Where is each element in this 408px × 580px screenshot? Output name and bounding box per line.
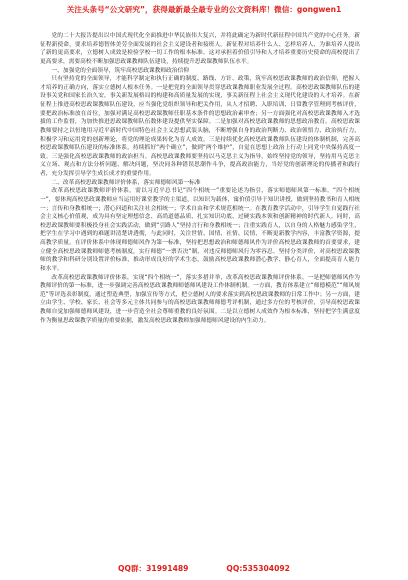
paragraph: 改革高校思政课教师评价体系，实现“四个相统一”，落实多措并举，改革高校思政课教师评价体系。一是把师德师风作为教师评价的第一标准，进一步强调完善高校思政课教师师德师风建设工作体制机制。一方面，教育体系建立“师德模范”“师风规范”等评选表彰制度，通过塑造典型，加强宣传等方式，把立德树人的要求落实到高校思政课教师的日常工作中；另一方面，建立由学生、学校、家长、社会等多元主体共同参与的高校思政课教师师德考评机制，通过多方位的考核评价，引导高校思政课教师自觉加强师德师风建设，进一步营造全社会尊师重教的良好氛围。二是以立德树人成效作为根本标准，坚持把学生满意度作为衡量思政课教学质量的重要依据，激发高校思政课教师加强师德师风建设的内生动力。 [40,274,360,324]
section-heading: 二、改革高校思政课教师评价体系，落实师德师风第一标准 [51,179,201,186]
paragraph: 只有坚持党的全面领导，才能科学制定和执行正确的制度、路线、方针、政策，筑牢高校思政课教师的政治信仰，把握人才培养的正确方向，落实立德树人根本任务。一是把党的全面领导贯穿思政课教师职业发展全过程。高校思政课教师队伍的建设事关党和国家长治久安，事关新发展格局的构建和高质量发展的实现，事关新征程上社会主义现代化建设的人才培养。在新征程上推进高校思政课教师队伍建设，应当强化党组织领导和把关作用，从人才招聘、入职培训、日常教学管理到考核评价，要把政治标准放在首位，加强对满足高校思政课教师任职基本条件的思想政治素审查；另一方面强化对高校思政课教师入才选拔的工作监督，为加快推进思政课教师队伍数体建设提供坚实保障。二是加强对高校思政课教师的思想政治教育。高校思政课教师要持之以恒地用习近平新时代中国特色社会主义思想武装头脑，不断增强自身的政治判断力、政治领悟力、政治执行力，积极学习和运用党的创新理论，将党的理论成果转化为育人成效。三是持续优化高校思政课教师队伍建设的体制机制，完善高校思政课教师队伍建设的标准体系，持续抓好“两个确立”，做到“两个维护”，自觉在思想上政治上行动上同党中央保持高度一致。三是强化高校思政课教师的政治担当。高校思政课教师要坚持以马克思主义为指导，始终坚持党的领导，坚持用马克思主义立场、观点和方法分析问题、解决问题，坚决同各种错误思潮作斗争，提高政治能力，当好党的创新理论的传播者和践行者，充分发挥引导学生成长成才的重要作用。 [40,76,360,177]
paragraph: 改革高校思政课教师评价体系，需以习近平总书记“四个相统一”重要论述为指引，落实师德师风第一标准。“四个相统一”，要体现高校思政课教师应当运用好课堂教学的主渠道，以知识为载体，寓价值引导于知识讲授，做到坚持教书和育人相统一；言传和身教相统一；潜心问道和关注社会相统一；学术自由和学术规范相统一。在教育教学活动中，引导学生自觉践行社会主义核心价值观，成为具有坚定理想信念、高尚道德品质、扎实知识功底、过硬实践本领和创新精神的时代新人。同时，高校思政课教师要积极投身社会实践活动，做到“引路人”坚持言行和身教相统一；注重实践育人，以自身的人格魅力感染学生，把学生在学习中遇到的难题讲清楚讲透彻，与此同时，关注世情、国情、社情、民情，不断更新教学内容，丰富教学资源，提高教学质量。在评价体系中体现师德师风作为第一标准，坚持把思想政治和师德师风作为评价高校思政课教师的首要要求，建立健全高校思政课教师师德考核制度，实行师德“一票否决”制，对违反师德师风行为零容忍。坚持分类评价，对高校思政课教师的教学和科研分别设置评价标准，推动形成良好的学术生态，鼓励高校思政课教师潜心教学、静心育人，全面提高育人能力和水平。 [40,188,360,272]
section-heading: 一、加强党的全面领导，筑牢高校思政课教师政治信仰 [51,67,190,74]
footer-contact [0,564,408,574]
top-banner: 关注头条号“公文研究”，获得最新最全最专业的公文资料库！微信：gongwen1 [66,5,342,14]
footer-qq-group: QQ群：31991489 [118,564,189,573]
paragraph: 党的二十大报告提出以中国式现代化全面推进中华民族伟大复兴，并将此确定为新时代新征程中国共产党的中心任务。新征程新使命，要求培养德智体美劳全面发展的社会主义建设者和接班人。新征程对培养什么人、怎样培养人、为谁培养人提出了新的更高要求，立德树人成效是检验学校一切工作的根本标准。这对承担着价值引导和人才培养重要历史使命的高校提出了更高要求，需要高校不断加强思政课教师队伍建设，持续提升思政课教师队伍水平。 [40,33,360,65]
footer-qq: QQ:535304092 [226,564,290,573]
document-body [40,32,360,325]
